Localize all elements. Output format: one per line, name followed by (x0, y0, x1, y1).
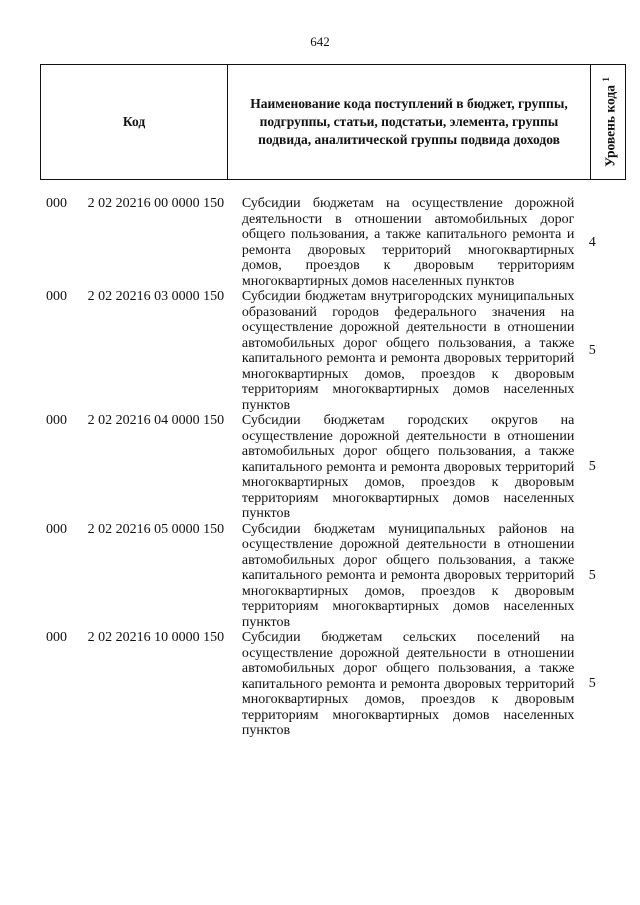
header-level-footnote: 1 (600, 77, 611, 82)
row-code: 2 02 20216 00 0000 150 (87, 196, 225, 211)
table-row (40, 289, 610, 413)
header-name: Наименование кода поступлений в бюджет, группы, подгруппы, статьи, подстатьи, элемента, группы подвида, аналитической группы подвида доходов (228, 65, 591, 180)
table-row (40, 413, 610, 522)
table-body (40, 196, 610, 739)
row-level: 5 (588, 567, 596, 583)
table-header (40, 64, 626, 180)
row-code: 2 02 20216 05 0000 150 (87, 521, 225, 537)
table-row (40, 522, 610, 631)
row-name: Субсидии бюджетам внутригородских муниципальных образований городов федерального значения на осуществление дорожной деятельности в отношении автомобильных дорог общего пользования, а также капитального ремонта и ремонта дворовых территорий многоквартирных домов, проездов к дворовым территориям многоквартирных домов населенных пунктов (241, 289, 575, 413)
page-number: 642 (310, 34, 330, 49)
row-level: 5 (588, 459, 596, 475)
row-name: Субсидии бюджетам сельских поселений на осуществление дорожной деятельности в отношении автомобильных дорог общего пользования, а также капитального ремонта и ремонта дворовых территорий многоквартирных домов, проездов к дворовым территориям многоквартирных домов населенных пунктов (241, 630, 575, 738)
row-level: 5 (588, 676, 596, 692)
header-code: Код (41, 65, 228, 180)
row-prefix: 000 (46, 289, 67, 304)
table-row (40, 196, 610, 289)
row-name: Субсидии бюджетам на осуществление дорожной деятельности в отношении автомобильных дорог общего пользования, а также капитального ремонта и ремонта дворовых территорий многоквартирных домов, проездов к дворовым территориям многоквартирных домов населенных пунктов (241, 196, 575, 289)
row-prefix: 000 (46, 196, 67, 211)
row-level: 5 (588, 343, 596, 358)
row-prefix: 000 (46, 413, 67, 428)
row-name: Субсидии бюджетам городских округов на осуществление дорожной деятельности в отношении автомобильных дорог общего пользования, а также капитального ремонта и ремонта дворовых территорий многоквартирных домов, проездов к дворовым территориям многоквартирных домов населенных пунктов (241, 413, 575, 521)
row-level: 4 (588, 234, 596, 250)
row-prefix: 000 (46, 521, 67, 537)
row-name: Субсидии бюджетам муниципальных районов на осуществление дорожной деятельности в отношении автомобильных дорог общего пользования, а также капитального ремонта и ремонта дворовых территорий многоквартирных домов, проездов к дворовым территориям многоквартирных домов населенных пунктов (241, 521, 575, 630)
row-code: 2 02 20216 10 0000 150 (87, 630, 225, 645)
table-row (40, 630, 610, 739)
row-prefix: 000 (46, 630, 67, 645)
row-code: 2 02 20216 03 0000 150 (87, 289, 225, 304)
row-code: 2 02 20216 04 0000 150 (87, 413, 225, 428)
header-level (591, 65, 626, 180)
header-level-label (597, 77, 620, 167)
header-level-text: Уровень кода (602, 85, 618, 167)
